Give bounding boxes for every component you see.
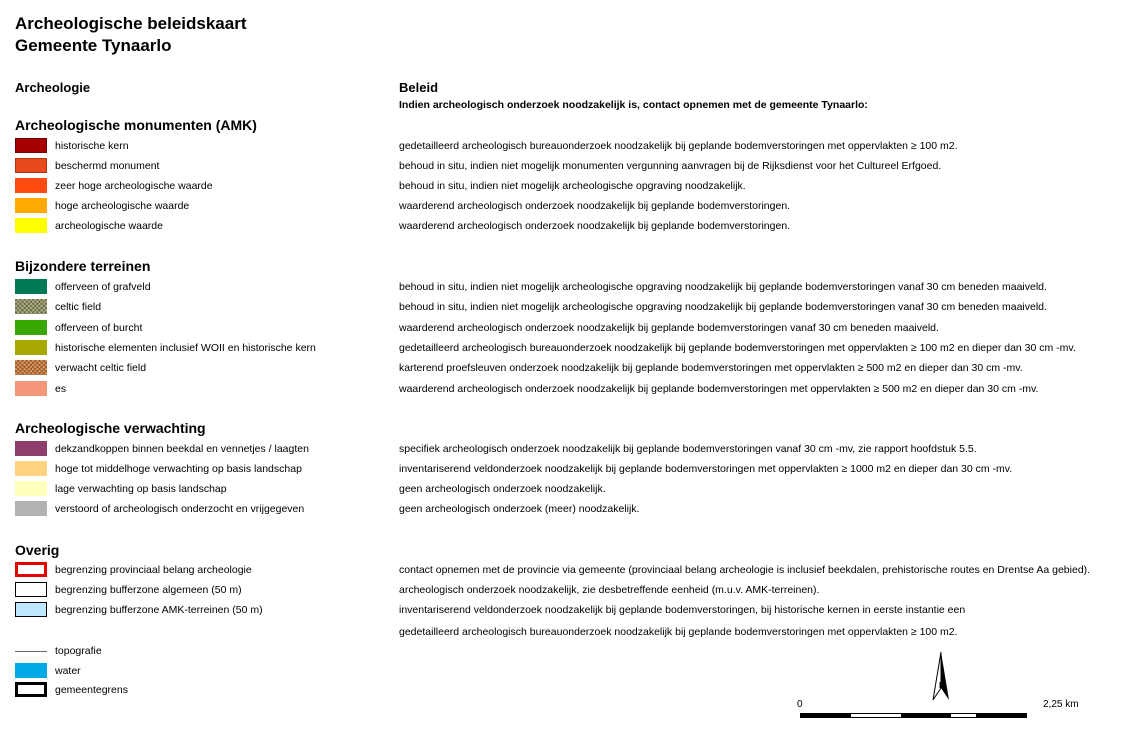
column-heading-archeologie: Archeologie [15, 80, 91, 95]
legend-line-topografie [15, 651, 47, 652]
map-subtitle: Gemeente Tynaarlo [15, 36, 172, 55]
policy-text: behoud in situ, indien niet mogelijk archeologische opgraving noodzakelijk bij geplande bodemverstoringen vanaf 30 cm beneden maaiveld. [399, 301, 1047, 313]
scale-bar [800, 713, 1027, 718]
legend-label: begrenzing bufferzone AMK-terreinen (50 m) [55, 604, 263, 616]
legend-label: hoge tot middelhoge verwachting op basis landschap [55, 463, 302, 475]
legend-swatch-lage-verwachting [15, 481, 47, 496]
policy-text: waarderend archeologisch onderzoek noodzakelijk bij geplande bodemverstoringen vanaf 30 cm beneden maaiveld. [399, 322, 939, 334]
north-arrow-left-half [933, 652, 941, 700]
north-arrow-right-half [941, 652, 949, 700]
legend-swatch-verwacht-celtic-field [15, 360, 47, 375]
section-heading-amk: Archeologische monumenten (AMK) [15, 117, 257, 133]
legend-swatch-bufferzone-amk [15, 602, 47, 617]
policy-text: archeologisch onderzoek noodzakelijk, zie desbetreffende eenheid (m.u.v. AMK-terreinen). [399, 584, 820, 596]
policy-text: gedetailleerd archeologisch bureauonderzoek noodzakelijk bij geplande bodemverstoringen met oppervlakten ≥ 100 m2. [399, 140, 958, 152]
policy-text: inventariserend veldonderzoek noodzakelijk bij geplande bodemverstoringen met oppervlakten ≥ 1000 m2 en dieper dan 30 cm -mv. [399, 463, 1013, 475]
policy-text: waarderend archeologisch onderzoek noodzakelijk bij geplande bodemverstoringen. [399, 220, 791, 232]
legend-label: historische elementen inclusief WOII en historische kern [55, 342, 316, 354]
policy-text: behoud in situ, indien niet mogelijk archeologische opgraving noodzakelijk bij geplande bodemverstoringen vanaf 30 cm beneden maaiveld. [399, 281, 1047, 293]
legend-swatch-dekzandkoppen [15, 441, 47, 456]
north-arrow-icon [928, 650, 954, 702]
policy-text: gedetailleerd archeologisch bureauonderzoek noodzakelijk bij geplande bodemverstoringen met oppervlakten ≥ 100 m2 en dieper dan 30 cm -mv. [399, 342, 1076, 354]
legend-swatch-beschermd-monument [15, 158, 47, 173]
scale-segment [801, 714, 851, 717]
scale-end-label: 2,25 km [1043, 699, 1079, 710]
scale-segment [976, 714, 1026, 717]
policy-text: behoud in situ, indien niet mogelijk monumenten vergunning aanvragen bij de Rijksdienst voor het Cultureel Erfgoed. [399, 160, 942, 172]
policy-text: waarderend archeologisch onderzoek noodzakelijk bij geplande bodemverstoringen met oppervlakten ≥ 500 m2 en dieper dan 30 cm -mv. [399, 383, 1039, 395]
legend-swatch-provinciaal-belang [15, 562, 47, 577]
policy-text: behoud in situ, indien niet mogelijk archeologische opgraving noodzakelijk. [399, 180, 746, 192]
legend-label: offerveen of burcht [55, 322, 143, 334]
scale-start-label: 0 [797, 699, 803, 710]
section-heading-verwachting: Archeologische verwachting [15, 420, 206, 436]
legend-swatch-gemeentegrens [15, 682, 47, 697]
legend-label: beschermd monument [55, 160, 160, 172]
legend-swatch-historische-elementen [15, 340, 47, 355]
legend-label: celtic field [55, 301, 102, 313]
policy-note: Indien archeologisch onderzoek noodzakelijk is, contact opnemen met de gemeente Tynaarlo: [399, 99, 868, 111]
legend-label: es [55, 383, 67, 395]
legend-swatch-offerveen-burcht [15, 320, 47, 335]
legend-label: water [55, 665, 81, 677]
policy-text: geen archeologisch onderzoek (meer) noodzakelijk. [399, 503, 640, 515]
section-heading-bijzondere-terreinen: Bijzondere terreinen [15, 258, 151, 274]
legend-swatch-bufferzone-algemeen [15, 582, 47, 597]
map-title: Archeologische beleidskaart [15, 14, 247, 33]
policy-text: geen archeologisch onderzoek noodzakelijk. [399, 483, 606, 495]
legend-label: historische kern [55, 140, 129, 152]
legend-label: offerveen of grafveld [55, 281, 151, 293]
scale-segment [901, 714, 951, 717]
legend-swatch-water [15, 663, 47, 678]
scale-segment [951, 714, 976, 717]
north-arrow-letter: N [939, 681, 945, 690]
legend-swatch-verstoord [15, 501, 47, 516]
legend-label: gemeentegrens [55, 684, 128, 696]
column-heading-beleid: Beleid [399, 80, 439, 95]
legend-label: begrenzing bufferzone algemeen (50 m) [55, 584, 242, 596]
legend-label: verwacht celtic field [55, 362, 147, 374]
legend-swatch-offerveen-grafveld [15, 279, 47, 294]
policy-text-continuation: gedetailleerd archeologisch bureauonderzoek noodzakelijk bij geplande bodemverstoringen met oppervlakten ≥ 100 m2. [399, 626, 958, 638]
legend-label: archeologische waarde [55, 220, 163, 232]
legend-swatch-archeologische-waarde [15, 218, 47, 233]
section-heading-overig: Overig [15, 542, 60, 558]
legend-swatch-es [15, 381, 47, 396]
legend-swatch-celtic-field [15, 299, 47, 314]
policy-text: specifiek archeologisch onderzoek noodzakelijk bij geplande bodemverstoringen vanaf 30 cm -mv, zie rapport hoofdstuk 5.5. [399, 443, 977, 455]
policy-text: contact opnemen met de provincie via gemeente (provinciaal belang archeologie is inclusief beekdalen, prehistorische routes en Drentse Aa gebied). [399, 564, 1091, 576]
policy-text: waarderend archeologisch onderzoek noodzakelijk bij geplande bodemverstoringen. [399, 200, 791, 212]
legend-label: verstoord of archeologisch onderzocht en vrijgegeven [55, 503, 305, 515]
policy-text: inventariserend veldonderzoek noodzakelijk bij geplande bodemverstoringen, bij historische kernen in eerste instantie een [399, 604, 966, 616]
legend-label: dekzandkoppen binnen beekdal en vennetjes / laagten [55, 443, 309, 455]
legend-label: hoge archeologische waarde [55, 200, 190, 212]
legend-swatch-zeer-hoge-waarde [15, 178, 47, 193]
legend-swatch-hoge-verwachting [15, 461, 47, 476]
policy-text: karterend proefsleuven onderzoek noodzakelijk bij geplande bodemverstoringen met oppervlakten ≥ 500 m2 en dieper dan 30 cm -mv. [399, 362, 1023, 374]
legend-swatch-hoge-waarde [15, 198, 47, 213]
legend-swatch-historische-kern [15, 138, 47, 153]
legend-label: topografie [55, 645, 102, 657]
legend-label: lage verwachting op basis landschap [55, 483, 227, 495]
legend-label: begrenzing provinciaal belang archeologie [55, 564, 252, 576]
legend-label: zeer hoge archeologische waarde [55, 180, 213, 192]
scale-segment [851, 714, 901, 717]
